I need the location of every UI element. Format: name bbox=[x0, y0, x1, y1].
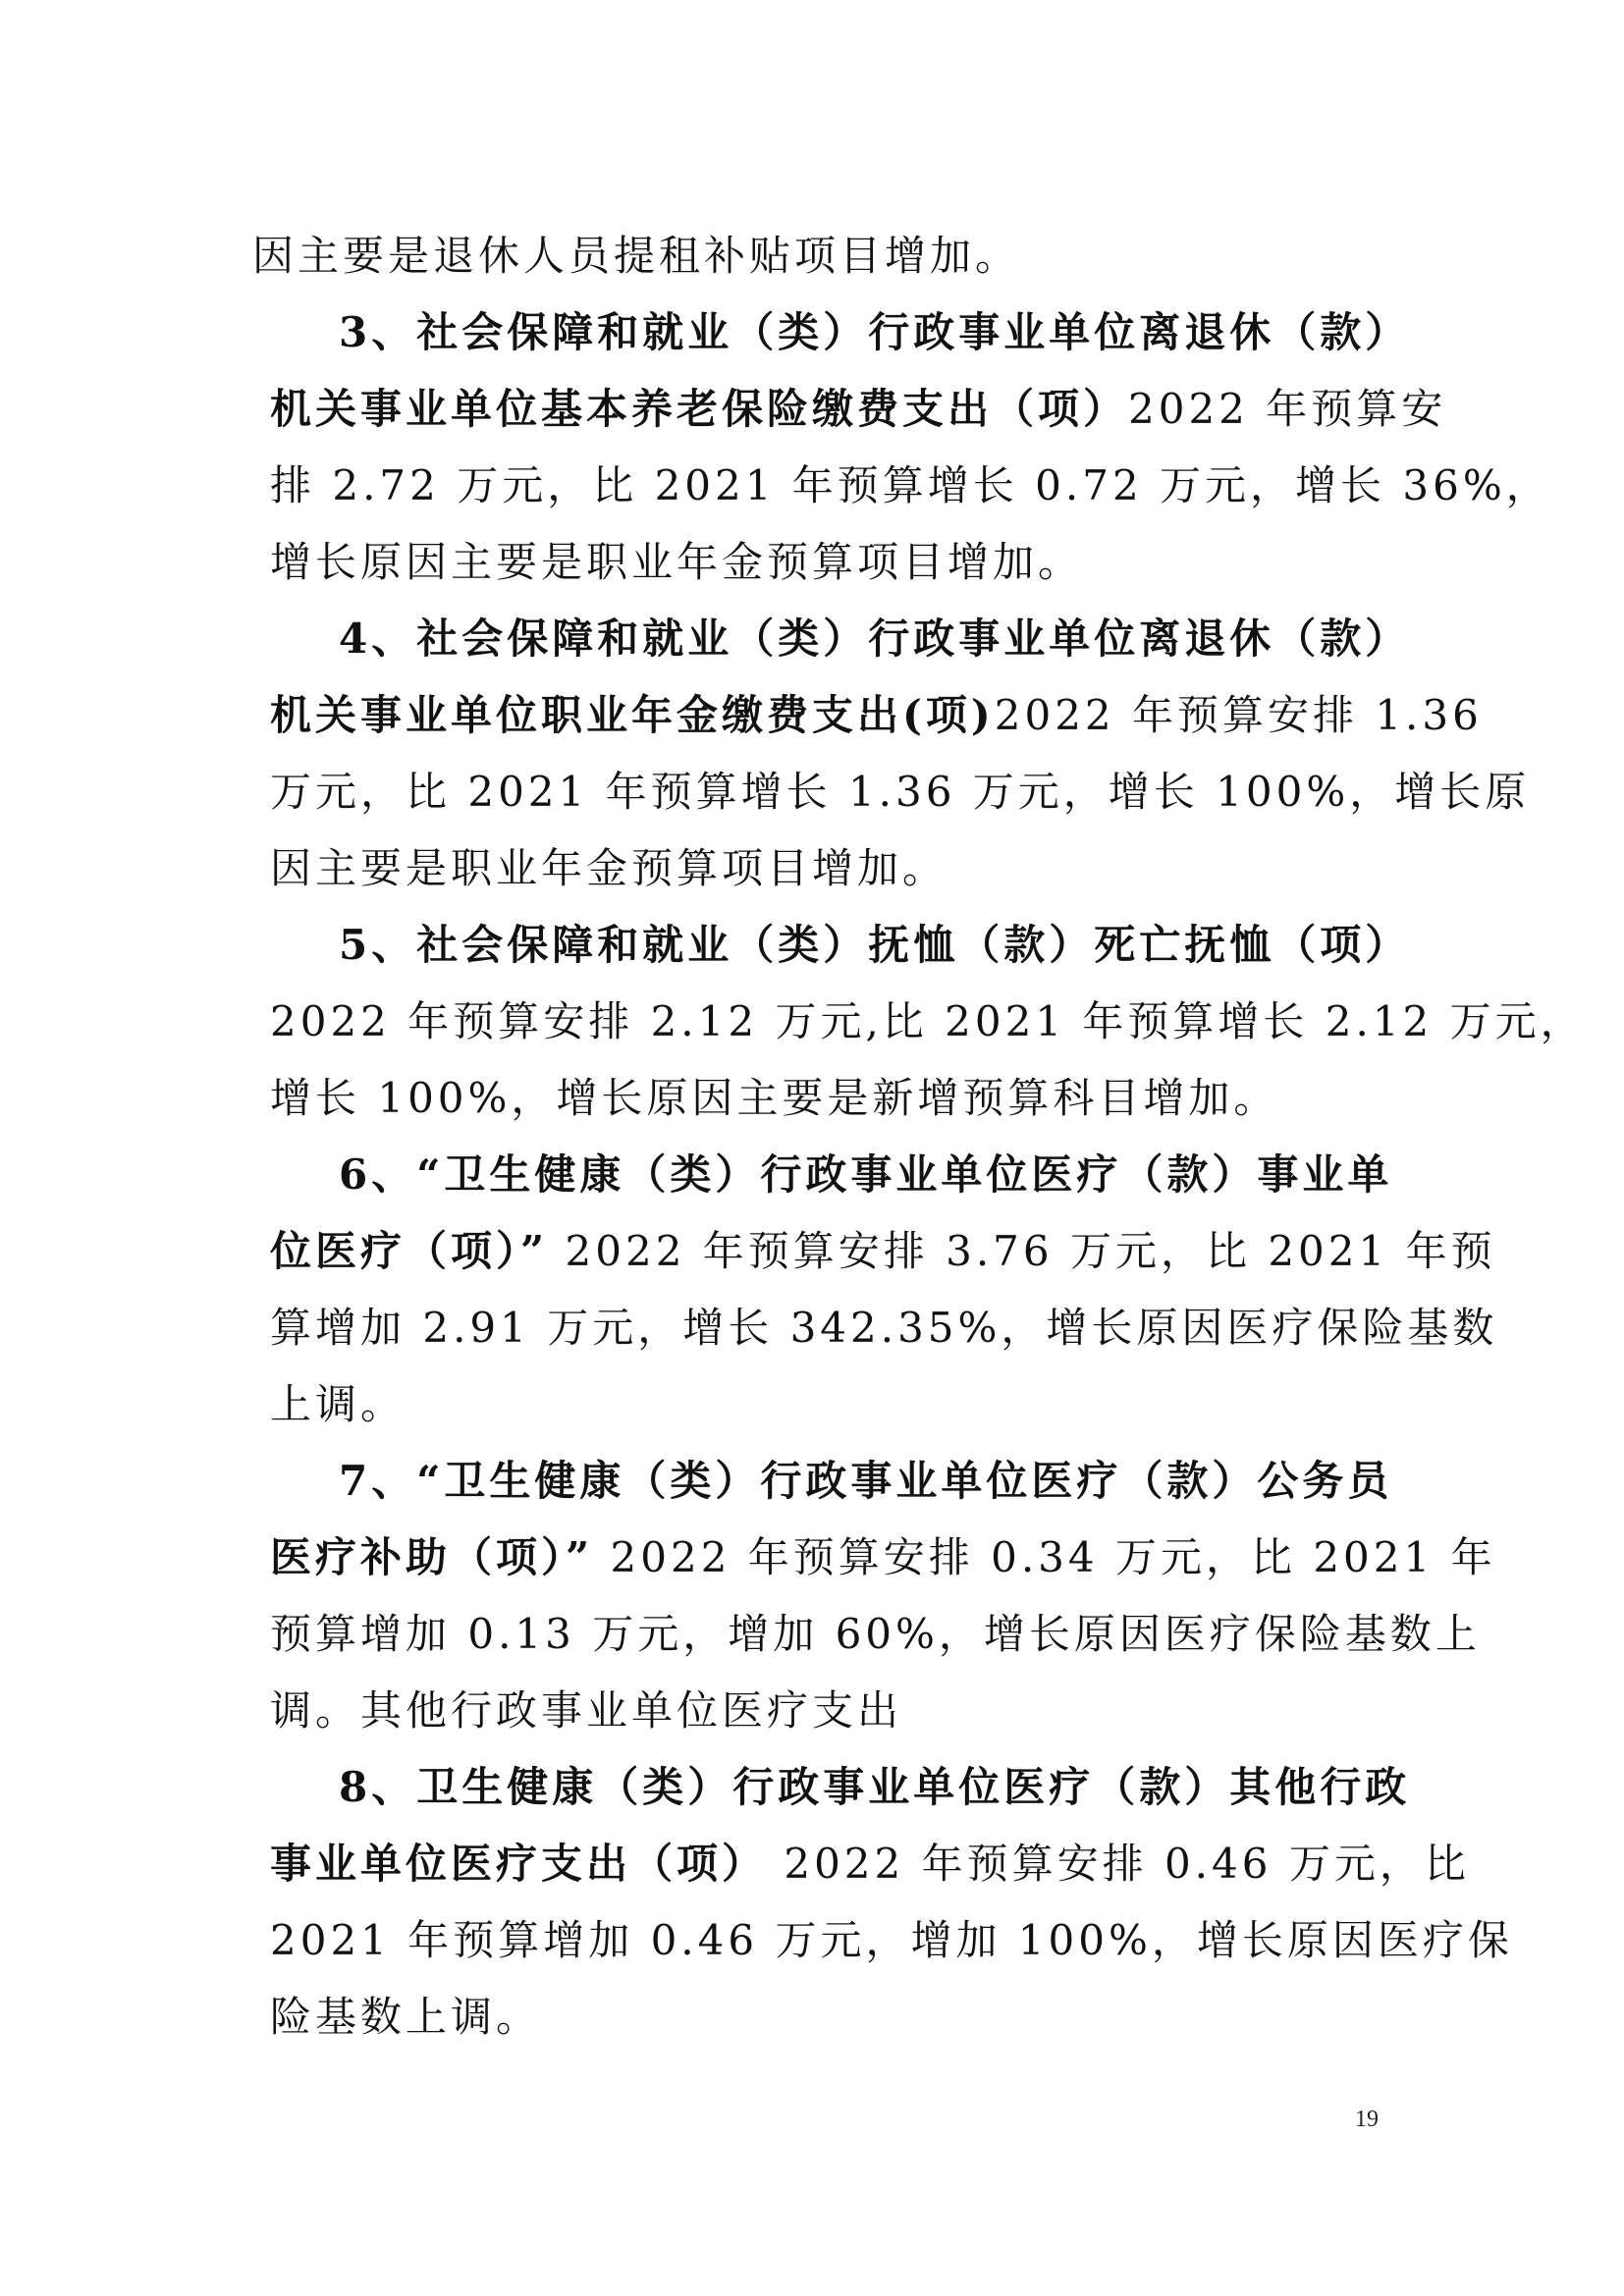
bold-text: 医疗补助（项）” bbox=[270, 1533, 594, 1581]
body-text: 2022 年预算安排 0.34 万元，比 2021 年 bbox=[593, 1533, 1496, 1581]
bold-text: 6、“卫生健康（类）行政事业单位医疗（款）事业单 bbox=[339, 1150, 1393, 1199]
bold-text: 事业单位医疗支出（项） bbox=[270, 1840, 768, 1888]
text-line bbox=[270, 1290, 1498, 1366]
text-line bbox=[270, 1137, 1393, 1213]
body-text: 排 2.72 万元，比 2021 年预算增长 0.72 万元，增长 36%， bbox=[270, 461, 1551, 509]
body-text: 万元，比 2021 年预算增长 1.36 万元，增长 100%，增长原 bbox=[270, 768, 1531, 816]
line-content bbox=[339, 1150, 1392, 1199]
text-line bbox=[270, 1213, 1496, 1290]
page-number: 19 bbox=[1355, 2107, 1379, 2132]
line-content bbox=[270, 768, 1530, 816]
text-line bbox=[270, 1673, 1389, 1749]
text-line bbox=[270, 754, 1531, 830]
body-text: 增长 100%，增长原因主要是新增预算科目增加。 bbox=[270, 1074, 1279, 1122]
body-text: 算增加 2.91 万元，增长 342.35%，增长原因医疗保险基数 bbox=[270, 1304, 1498, 1352]
text-line bbox=[270, 677, 1483, 754]
body-text: 2022 年预算安排 3.76 万元，比 2021 年预 bbox=[548, 1227, 1496, 1275]
body-text: 险基数上调。 bbox=[270, 1993, 542, 2041]
text-line bbox=[270, 1902, 1513, 1979]
text-line bbox=[270, 1520, 1496, 1596]
line-content bbox=[270, 385, 1446, 433]
line-content bbox=[270, 1610, 1481, 1658]
text-line bbox=[270, 830, 1389, 907]
line-content bbox=[270, 997, 1586, 1045]
bold-text: 3、社会保障和就业（类）行政事业单位离退休（款） bbox=[339, 308, 1411, 356]
body-text: 因主要是退休人员提租补贴项目增加。 bbox=[252, 232, 1021, 280]
text-line bbox=[270, 448, 1551, 524]
text-line bbox=[270, 524, 1389, 601]
bold-text: 8、卫生健康（类）行政事业单位医疗（款）其他行政 bbox=[339, 1763, 1411, 1811]
bold-text: 5、社会保障和就业（类）抚恤（款）死亡抚恤（项） bbox=[339, 921, 1411, 969]
line-content bbox=[339, 614, 1410, 663]
body-text: 2022 年预算安排 2.12 万元,比 2021 年预算增长 2.12 万元， bbox=[270, 997, 1586, 1045]
bold-text: 7、“卫生健康（类）行政事业单位医疗（款）公务员 bbox=[339, 1457, 1393, 1505]
line-content bbox=[270, 1993, 541, 2041]
line-content bbox=[270, 1686, 902, 1735]
line-content bbox=[270, 1304, 1497, 1352]
text-line bbox=[270, 1749, 1411, 1826]
body-text: 调。其他行政事业单位医疗支出 bbox=[270, 1686, 903, 1735]
line-content bbox=[339, 1763, 1410, 1811]
line-content bbox=[252, 232, 1020, 280]
body-text: 上调。 bbox=[270, 1380, 406, 1428]
document-body bbox=[252, 218, 1586, 2056]
line-content bbox=[270, 1074, 1278, 1122]
text-line bbox=[270, 601, 1411, 677]
body-text: 预算增加 0.13 万元，增加 60%，增长原因医疗保险基数上 bbox=[270, 1610, 1481, 1658]
body-text: 2022 年预算安排 1.36 bbox=[994, 691, 1483, 739]
bold-text: 机关事业单位职业年金缴费支出(项) bbox=[270, 691, 995, 739]
line-content bbox=[270, 461, 1551, 509]
line-content bbox=[270, 1227, 1496, 1275]
text-line bbox=[270, 1366, 1389, 1443]
text-line bbox=[270, 371, 1447, 448]
text-line bbox=[270, 1979, 1389, 2056]
text-line bbox=[270, 907, 1411, 984]
bold-text: 4、社会保障和就业（类）行政事业单位离退休（款） bbox=[339, 614, 1411, 663]
line-content bbox=[270, 538, 1083, 586]
line-content bbox=[270, 844, 947, 892]
line-content bbox=[270, 1840, 1470, 1888]
body-text: 因主要是职业年金预算项目增加。 bbox=[270, 844, 948, 892]
text-line bbox=[252, 218, 1389, 294]
line-content bbox=[339, 921, 1410, 969]
line-content bbox=[270, 1380, 406, 1428]
body-text: 2022 年预算安 bbox=[1128, 385, 1447, 433]
body-text: 2022 年预算安排 0.46 万元，比 bbox=[767, 1840, 1470, 1888]
bold-text: 位医疗（项）” bbox=[270, 1227, 549, 1275]
body-text: 2021 年预算增加 0.46 万元，增加 100%，增长原因医疗保 bbox=[270, 1916, 1513, 1964]
line-content bbox=[270, 691, 1483, 739]
bold-text: 机关事业单位基本养老保险缴费支出（项） bbox=[270, 385, 1129, 433]
text-line bbox=[270, 1596, 1481, 1673]
line-content bbox=[270, 1916, 1513, 1964]
text-line bbox=[270, 1826, 1470, 1902]
line-content bbox=[339, 1457, 1392, 1505]
line-content bbox=[339, 308, 1410, 356]
body-text: 增长原因主要是职业年金预算项目增加。 bbox=[270, 538, 1084, 586]
text-line bbox=[270, 984, 1586, 1060]
text-line bbox=[270, 1060, 1389, 1137]
text-line bbox=[270, 1443, 1393, 1520]
line-content bbox=[270, 1533, 1496, 1581]
text-line bbox=[270, 294, 1411, 371]
